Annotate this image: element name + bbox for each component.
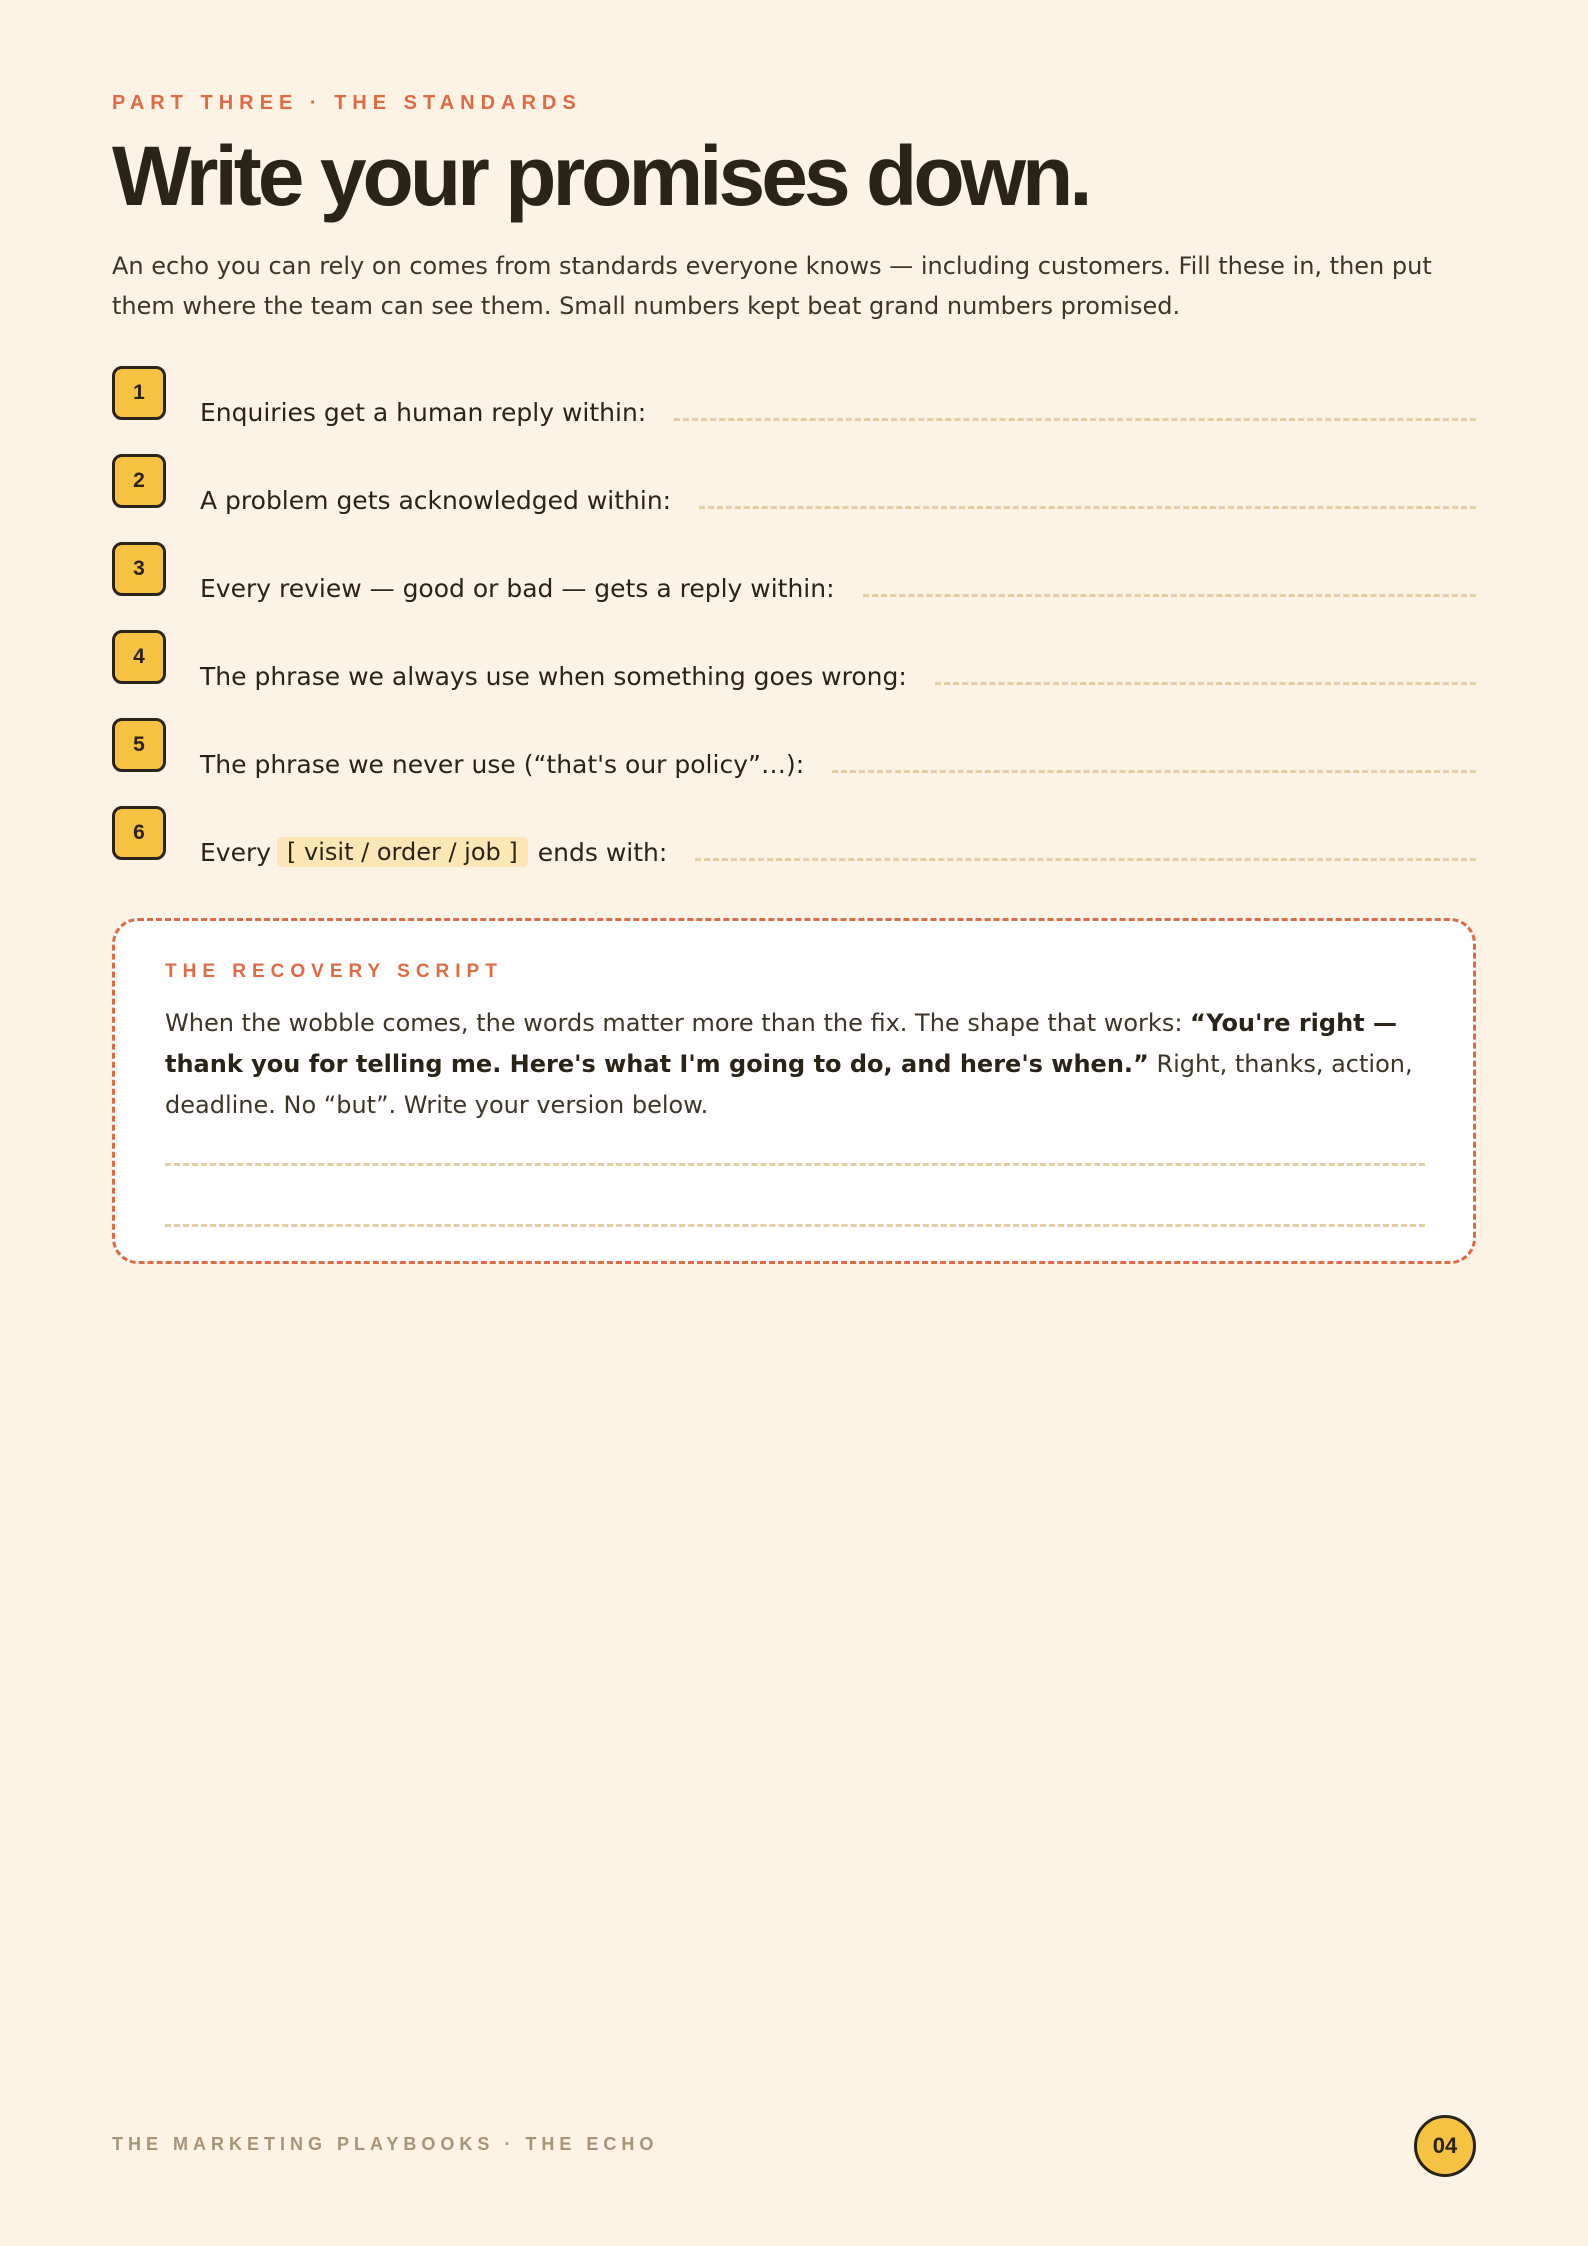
item-label: The phrase we never use (“that's our policy”…):	[200, 749, 805, 779]
recovery-write-line-1[interactable]	[165, 1163, 1425, 1166]
answer-line[interactable]	[832, 770, 1476, 773]
answer-line[interactable]	[695, 858, 1476, 861]
page-title: Write your promises down.	[112, 129, 1089, 223]
item-label: A problem gets acknowledged within:	[200, 485, 672, 515]
item-label: Every review — good or bad — gets a reply within:	[200, 573, 835, 603]
footer-credit: THE MARKETING PLAYBOOKS · THE ECHO	[112, 2134, 659, 2154]
item-number-badge: 4	[112, 630, 166, 684]
recovery-script-heading: THE RECOVERY SCRIPT	[165, 961, 503, 982]
standards-list	[112, 366, 1476, 894]
recovery-write-line-2[interactable]	[165, 1224, 1425, 1227]
answer-line[interactable]	[863, 594, 1476, 597]
section-eyebrow: PART THREE · THE STANDARDS	[112, 92, 582, 114]
standard-item-5	[112, 718, 1476, 806]
standard-item-2	[112, 454, 1476, 542]
recovery-script-text	[165, 1003, 1435, 1126]
recovery-script-box	[112, 918, 1476, 1264]
item-number-badge: 5	[112, 718, 166, 772]
item-label-before: Every	[200, 837, 272, 867]
item-label: The phrase we always use when something goes wrong:	[200, 661, 907, 691]
page-number-badge: 04	[1414, 2115, 1476, 2177]
standard-item-6	[112, 806, 1476, 894]
answer-line[interactable]	[699, 506, 1476, 509]
item-number-badge: 1	[112, 366, 166, 420]
recovery-text-outro: Right, thanks, action, deadline. No “but”. Write your version below.	[165, 1050, 1413, 1119]
answer-line[interactable]	[935, 682, 1476, 685]
recovery-text-script: “You're right — thank you for telling me. Here's what I'm going to do, and here's when.”	[165, 1009, 1397, 1078]
intro-paragraph: An echo you can rely on comes from standards everyone knows — including customers. Fill these in, then put them where the team can see them. Small numbers kept beat grand numbers promised.	[112, 252, 1432, 320]
item-number-badge: 6	[112, 806, 166, 860]
answer-line[interactable]	[674, 418, 1476, 421]
standard-item-1	[112, 366, 1476, 454]
placeholder-chip: [ visit / order / job ]	[277, 837, 528, 867]
item-number-badge: 2	[112, 454, 166, 508]
standard-item-3	[112, 542, 1476, 630]
item-label-after: ends with:	[537, 837, 668, 867]
recovery-text-intro: When the wobble comes, the words matter more than the fix. The shape that works:	[165, 1009, 1191, 1037]
standard-item-4	[112, 630, 1476, 718]
item-label: Enquiries get a human reply within:	[200, 397, 647, 427]
page	[112, 0, 1476, 2246]
item-number-badge: 3	[112, 542, 166, 596]
